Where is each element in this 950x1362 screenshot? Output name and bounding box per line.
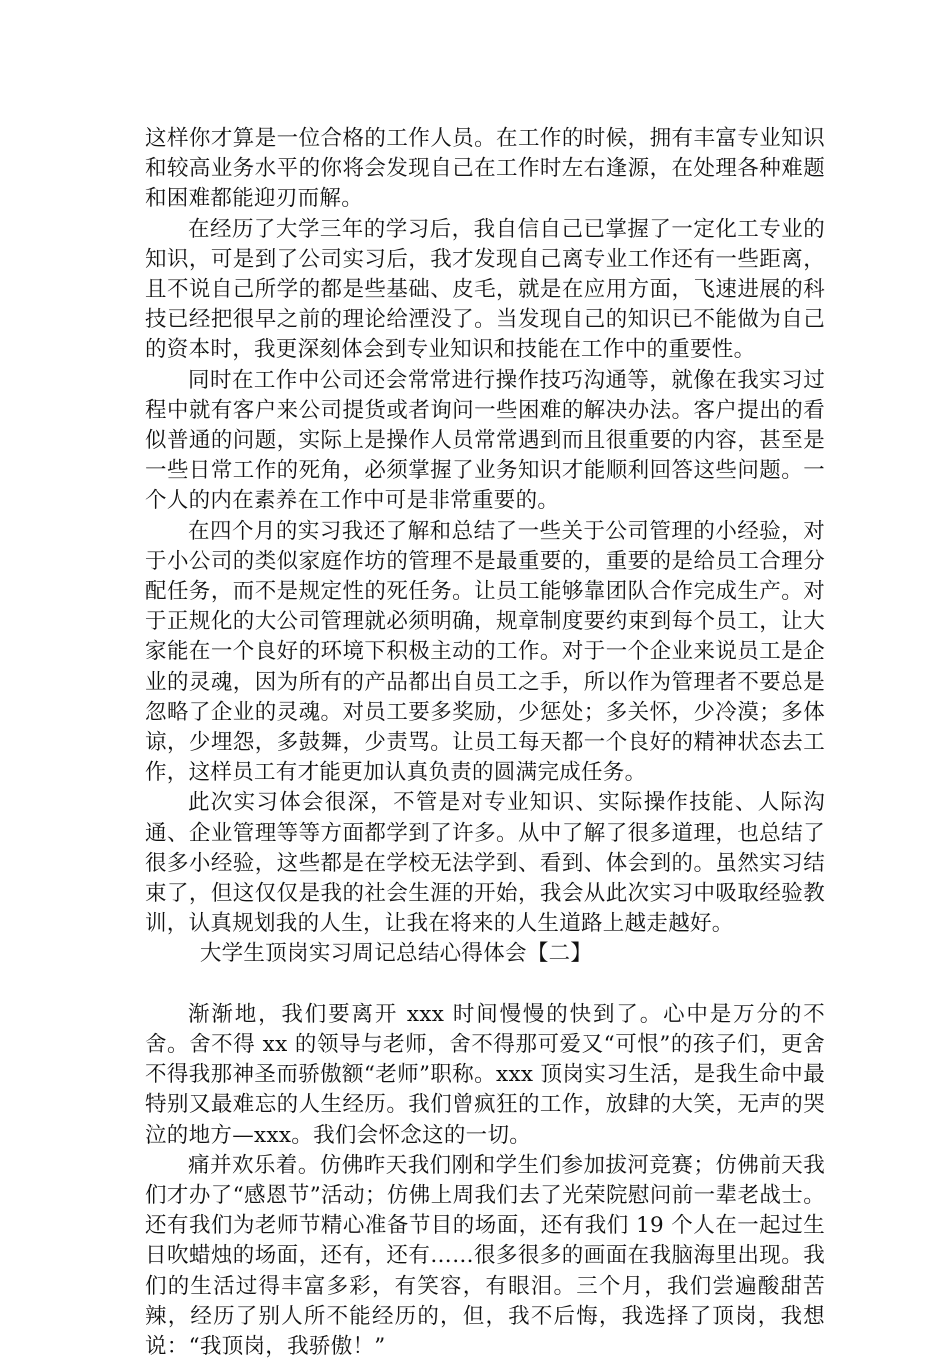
- paragraph-memories: 痛并欢乐着。仿佛昨天我们刚和学生们参加拔河竞赛；仿佛前天我们才办了“感恩节”活动；仿佛上周我们去了光荣院慰问前一辈老战士。还有我们为老师节精心准备节目的场面，还有我们 19 个人在一起过生日吹蜡烛的场面，还有，还有……很多很多的画面在我脑海里出现。我们的生活过得丰富多彩，有笑容，有眼泪。三个月，我们尝遍酸甜苦辣，经历了别人所不能经历的，但，我不后悔，我选择了顶岗，我想说：“我顶岗，我骄傲！”: [145, 1152, 825, 1359]
- heading-spacer: [145, 970, 825, 1000]
- paragraph-continuation: 这样你才算是一位合格的工作人员。在工作的时候，拥有丰富专业知识和较高业务水平的你将会发现自己在工作时左右逢源，在处理各种难题和困难都能迎刃而解。: [145, 126, 825, 212]
- section-heading: 大学生顶岗实习周记总结心得体会【二】: [199, 941, 593, 967]
- paragraph-internship-summary: 此次实习体会很深，不管是对专业知识、实际操作技能、人际沟通、企业管理等等方面都学到了许多。从中了解了很多道理，也总结了很多小经验，这些都是在学校无法学到、看到、体会到的。虽然实习结束了，但这仅仅是我的社会生涯的开始，我会从此次实习中吸取经验教训，认真规划我的人生，让我在将来的人生道路上越走越好。: [145, 790, 825, 937]
- paragraph-management-experience: 在四个月的实习我还了解和总结了一些关于公司管理的小经验，对于小公司的类似家庭作坊的管理不是最重要的，重要的是给员工合理分配任务，而不是规定性的死任务。让员工能够靠团队合作完成生产。对于正规化的大公司管理就必须明确，规章制度要约束到每个员工，让大家能在一个良好的环境下积极主动的工作。对于一个企业来说员工是企业的灵魂，因为所有的产品都出自员工之手，所以作为管理者不要总是忽略了企业的灵魂。对员工要多奖励，少惩处；多关怀，少冷漠；多体谅，少埋怨，多鼓舞，少责骂。让员工每天都一个良好的精神状态去工作，这样员工有才能更加认真负责的圆满完成任务。: [145, 518, 825, 786]
- paragraph-communication-skills: 同时在工作中公司还会常常进行操作技巧沟通等，就像在我实习过程中就有客户来公司提货或者询问一些困难的解决办法。客户提出的看似普通的问题，实际上是操作人员常常遇到而且很重要的内容，甚至是一些日常工作的死角，必须掌握了业务知识才能顺利回答这些问题。一个人的内在素养在工作中可是非常重要的。: [145, 367, 825, 514]
- paragraph-farewell: 渐渐地，我们要离开 xxx 时间慢慢的快到了。心中是万分的不舍。舍不得 xx 的领导与老师，舍不得那可爱又“可恨”的孩子们，更舍不得我那神圣而骄傲额“老师”职称。xxx 顶岗实习生活，是我生命中最特别又最难忘的人生经历。我们曾疯狂的工作，放肆的大笑，无声的哭泣的地方—xxx。我们会怀念这的一切。: [145, 1001, 825, 1148]
- paragraph-professional-knowledge: 在经历了大学三年的学习后，我自信自己已掌握了一定化工专业的知识，可是到了公司实习后，我才发现自己离专业工作还有一些距离，且不说自己所学的都是些基础、皮毛，就是在应用方面，飞速进展的科技已经把很早之前的理论给湮没了。当发现自己的知识已不能做为自己的资本时，我更深刻体会到专业知识和技能在工作中的重要性。: [145, 216, 825, 363]
- document-body: [145, 124, 825, 1362]
